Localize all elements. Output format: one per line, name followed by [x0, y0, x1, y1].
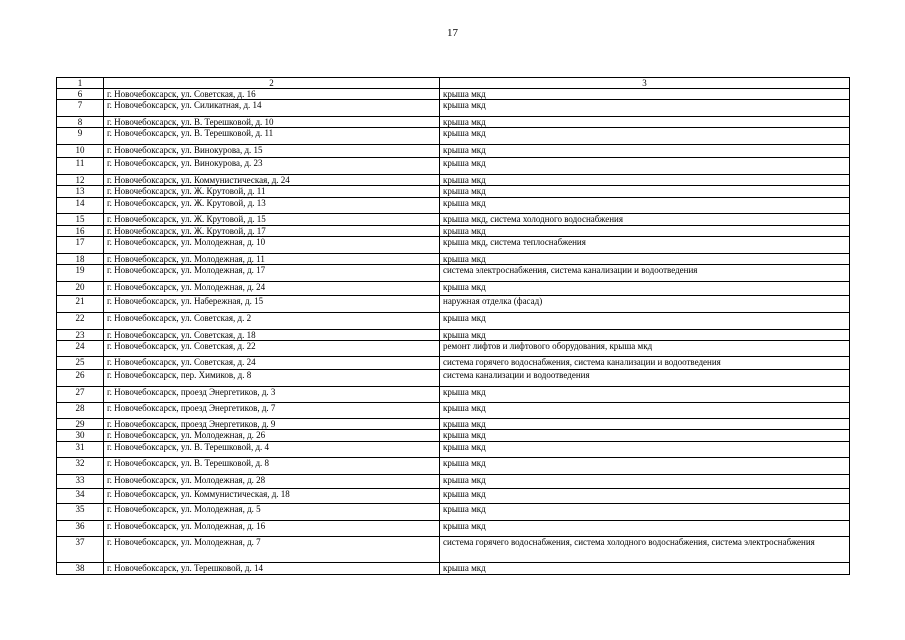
- address-cell: г. Новочебоксарск, ул. Молодежная, д. 17: [104, 265, 440, 282]
- work-type-cell: крыша мкд: [440, 117, 850, 128]
- work-type-cell: крыша мкд: [440, 419, 850, 430]
- column-number-3: 3: [440, 78, 850, 89]
- work-type-cell: крыша мкд: [440, 186, 850, 198]
- table-row: [57, 175, 850, 186]
- address-cell: г. Новочебоксарск, ул. Советская, д. 16: [104, 89, 440, 100]
- row-number-cell: 29: [57, 419, 104, 430]
- row-number-cell: 32: [57, 458, 104, 475]
- address-cell: г. Новочебоксарск, ул. Молодежная, д. 7: [104, 537, 440, 563]
- work-type-cell: крыша мкд: [440, 158, 850, 175]
- table-row: [57, 265, 850, 282]
- row-number-cell: 7: [57, 100, 104, 117]
- row-number-cell: 30: [57, 430, 104, 442]
- table-row: [57, 254, 850, 265]
- row-number-cell: 27: [57, 387, 104, 403]
- work-type-cell: крыша мкд: [440, 254, 850, 265]
- row-number-cell: 26: [57, 370, 104, 387]
- table-row: [57, 89, 850, 100]
- table-row: [57, 475, 850, 489]
- address-cell: г. Новочебоксарск, проезд Энергетиков, д. 3: [104, 387, 440, 403]
- row-number-cell: 14: [57, 198, 104, 214]
- table-row: [57, 313, 850, 330]
- row-number-cell: 31: [57, 442, 104, 458]
- work-type-cell: система электроснабжения, система канализации и водоотведения: [440, 265, 850, 282]
- row-number-cell: 6: [57, 89, 104, 100]
- address-cell: г. Новочебоксарск, ул. Коммунистическая, д. 18: [104, 489, 440, 504]
- column-number-1: 1: [57, 78, 104, 89]
- work-type-cell: ремонт лифтов и лифтового оборудования, крыша мкд: [440, 341, 850, 357]
- address-cell: г. Новочебоксарск, ул. Терешковой, д. 14: [104, 563, 440, 575]
- address-cell: г. Новочебоксарск, ул. В. Терешковой, д. 10: [104, 117, 440, 128]
- row-number-cell: 16: [57, 226, 104, 237]
- work-type-cell: крыша мкд: [440, 563, 850, 575]
- work-type-cell: крыша мкд: [440, 458, 850, 475]
- address-cell: г. Новочебоксарск, ул. Советская, д. 2: [104, 313, 440, 330]
- address-cell: г. Новочебоксарск, ул. Молодежная, д. 10: [104, 237, 440, 254]
- table-row: [57, 442, 850, 458]
- row-number-cell: 15: [57, 214, 104, 226]
- work-type-cell: крыша мкд: [440, 430, 850, 442]
- table-row: [57, 458, 850, 475]
- table-row: [57, 296, 850, 313]
- address-cell: г. Новочебоксарск, ул. Винокурова, д. 23: [104, 158, 440, 175]
- column-number-2: 2: [104, 78, 440, 89]
- address-cell: г. Новочебоксарск, ул. Советская, д. 24: [104, 357, 440, 370]
- row-number-cell: 37: [57, 537, 104, 563]
- work-type-cell: крыша мкд: [440, 128, 850, 145]
- work-type-cell: система горячего водоснабжения, система холодного водоснабжения, система электроснабжения: [440, 537, 850, 563]
- row-number-cell: 13: [57, 186, 104, 198]
- work-type-cell: крыша мкд: [440, 175, 850, 186]
- row-number-cell: 23: [57, 330, 104, 341]
- row-number-cell: 22: [57, 313, 104, 330]
- work-type-cell: крыша мкд: [440, 489, 850, 504]
- table-row: [57, 489, 850, 504]
- table-row: [57, 226, 850, 237]
- work-type-cell: система горячего водоснабжения, система канализации и водоотведения: [440, 357, 850, 370]
- address-cell: г. Новочебоксарск, ул. Советская, д. 22: [104, 341, 440, 357]
- table-row: [57, 100, 850, 117]
- table-row: [57, 387, 850, 403]
- row-number-cell: 8: [57, 117, 104, 128]
- address-cell: г. Новочебоксарск, проезд Энергетиков, д. 7: [104, 403, 440, 419]
- row-number-cell: 12: [57, 175, 104, 186]
- work-type-cell: крыша мкд: [440, 442, 850, 458]
- table-row: [57, 145, 850, 158]
- work-type-cell: крыша мкд: [440, 521, 850, 537]
- address-cell: г. Новочебоксарск, ул. Советская, д. 18: [104, 330, 440, 341]
- work-type-cell: крыша мкд: [440, 313, 850, 330]
- work-type-cell: крыша мкд: [440, 475, 850, 489]
- table-row: [57, 282, 850, 296]
- row-number-cell: 25: [57, 357, 104, 370]
- row-number-cell: 28: [57, 403, 104, 419]
- address-cell: г. Новочебоксарск, ул. В. Терешковой, д. 4: [104, 442, 440, 458]
- work-type-cell: крыша мкд: [440, 387, 850, 403]
- row-number-cell: 38: [57, 563, 104, 575]
- table-row: [57, 403, 850, 419]
- address-cell: г. Новочебоксарск, ул. Молодежная, д. 16: [104, 521, 440, 537]
- address-cell: г. Новочебоксарск, ул. Ж. Крутовой, д. 17: [104, 226, 440, 237]
- address-cell: г. Новочебоксарск, проезд Энергетиков, д. 9: [104, 419, 440, 430]
- table-row: [57, 521, 850, 537]
- row-number-cell: 36: [57, 521, 104, 537]
- row-number-cell: 24: [57, 341, 104, 357]
- address-cell: г. Новочебоксарск, пер. Химиков, д. 8: [104, 370, 440, 387]
- table-row: [57, 237, 850, 254]
- address-cell: г. Новочебоксарск, ул. Ж. Крутовой, д. 11: [104, 186, 440, 198]
- row-number-cell: 33: [57, 475, 104, 489]
- table-row: [57, 158, 850, 175]
- address-cell: г. Новочебоксарск, ул. Силикатная, д. 14: [104, 100, 440, 117]
- table-body: [57, 78, 850, 575]
- table-row: [57, 504, 850, 521]
- table-row: [57, 186, 850, 198]
- table-row: [57, 198, 850, 214]
- row-number-cell: 18: [57, 254, 104, 265]
- table-row: [57, 357, 850, 370]
- work-type-cell: крыша мкд: [440, 226, 850, 237]
- row-number-cell: 10: [57, 145, 104, 158]
- address-cell: г. Новочебоксарск, ул. Ж. Крутовой, д. 13: [104, 198, 440, 214]
- row-number-cell: 35: [57, 504, 104, 521]
- work-type-cell: крыша мкд: [440, 282, 850, 296]
- row-number-cell: 11: [57, 158, 104, 175]
- table-row: [57, 563, 850, 575]
- address-cell: г. Новочебоксарск, ул. Набережная, д. 15: [104, 296, 440, 313]
- work-type-cell: крыша мкд: [440, 89, 850, 100]
- address-cell: г. Новочебоксарск, ул. Молодежная, д. 24: [104, 282, 440, 296]
- row-number-cell: 20: [57, 282, 104, 296]
- table-row: [57, 117, 850, 128]
- work-type-cell: крыша мкд: [440, 403, 850, 419]
- row-number-cell: 19: [57, 265, 104, 282]
- address-cell: г. Новочебоксарск, ул. Винокурова, д. 15: [104, 145, 440, 158]
- work-type-cell: наружная отделка (фасад): [440, 296, 850, 313]
- table-row: [57, 537, 850, 563]
- table-row: [57, 419, 850, 430]
- table-row: [57, 370, 850, 387]
- work-type-cell: крыша мкд, система теплоснабжения: [440, 237, 850, 254]
- table-row: [57, 128, 850, 145]
- address-cell: г. Новочебоксарск, ул. В. Терешковой, д. 11: [104, 128, 440, 145]
- row-number-cell: 17: [57, 237, 104, 254]
- work-type-cell: крыша мкд: [440, 198, 850, 214]
- work-type-cell: крыша мкд: [440, 504, 850, 521]
- page-number: 17: [447, 27, 458, 39]
- work-type-cell: крыша мкд: [440, 100, 850, 117]
- row-number-cell: 34: [57, 489, 104, 504]
- work-type-cell: система канализации и водоотведения: [440, 370, 850, 387]
- work-type-cell: крыша мкд: [440, 145, 850, 158]
- address-cell: г. Новочебоксарск, ул. В. Терешковой, д. 8: [104, 458, 440, 475]
- table-row: [57, 214, 850, 226]
- table-row: [57, 341, 850, 357]
- row-number-cell: 21: [57, 296, 104, 313]
- column-number-row: [57, 78, 850, 89]
- table-row: [57, 430, 850, 442]
- work-type-cell: крыша мкд, система холодного водоснабжения: [440, 214, 850, 226]
- address-cell: г. Новочебоксарск, ул. Молодежная, д. 26: [104, 430, 440, 442]
- table-row: [57, 330, 850, 341]
- address-cell: г. Новочебоксарск, ул. Молодежная, д. 11: [104, 254, 440, 265]
- work-type-cell: крыша мкд: [440, 330, 850, 341]
- address-table: [56, 77, 850, 575]
- address-cell: г. Новочебоксарск, ул. Молодежная, д. 28: [104, 475, 440, 489]
- address-cell: г. Новочебоксарск, ул. Коммунистическая, д. 24: [104, 175, 440, 186]
- address-cell: г. Новочебоксарск, ул. Ж. Крутовой, д. 15: [104, 214, 440, 226]
- address-cell: г. Новочебоксарск, ул. Молодежная, д. 5: [104, 504, 440, 521]
- row-number-cell: 9: [57, 128, 104, 145]
